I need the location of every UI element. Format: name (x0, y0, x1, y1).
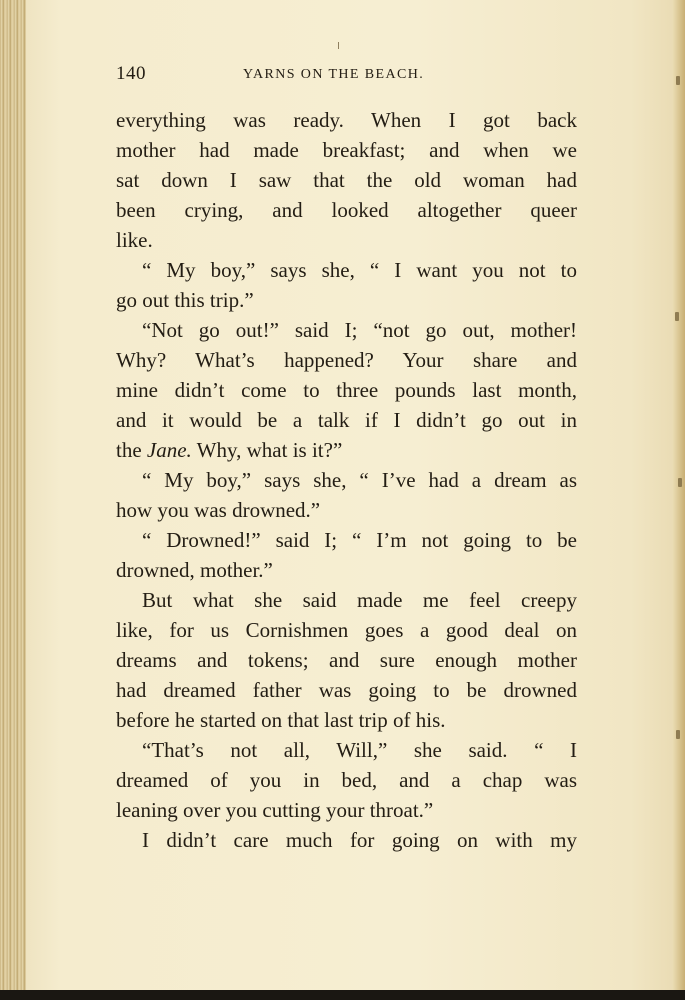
margin-mark (675, 312, 679, 321)
text-line: everything was ready. When I got back (116, 108, 577, 132)
text-line: mother had made breakfast; and when we (116, 138, 577, 162)
text-line: “ My boy,” says she, “ I’ve had a dream as (142, 468, 577, 492)
page-header (116, 63, 576, 87)
text-line: drowned, mother.” (116, 558, 273, 582)
page-edge (673, 0, 685, 1000)
text-line: and it would be a talk if I didn’t go out in (116, 408, 577, 432)
text-line: But what she said made me feel creepy (142, 588, 577, 612)
book-gutter (0, 0, 26, 1000)
text-line: how you was drowned.” (116, 498, 321, 522)
text-line: been crying, and looked altogether queer (116, 198, 577, 222)
text-line: dreams and tokens; and sure enough mother (116, 648, 577, 672)
ship-name: Jane. (146, 438, 192, 462)
page-mark (338, 42, 339, 49)
text-line: Why? What’s happened? Your share and (116, 348, 577, 372)
text-line: “That’s not all, Will,” she said. “ I (142, 738, 577, 762)
text-line: like, for us Cornishmen goes a good deal on (116, 618, 577, 642)
running-head: YARNS ON THE BEACH. (243, 67, 425, 82)
text-line: before he started on that last trip of his. (116, 708, 446, 732)
text-segment: the (116, 438, 147, 462)
text-line: had dreamed father was going to be drowned (116, 678, 577, 702)
margin-mark (676, 730, 680, 739)
text-line (116, 435, 577, 465)
body-text (116, 105, 577, 855)
text-segment: Why, what is it?” (191, 438, 343, 462)
text-line: mine didn’t come to three pounds last month, (116, 378, 577, 402)
text-line: dreamed of you in bed, and a chap was (116, 768, 577, 792)
text-line: I didn’t care much for going on with my (142, 828, 577, 852)
page-number: 140 (116, 63, 146, 84)
margin-mark (678, 478, 682, 487)
text-line: “ My boy,” says she, “ I want you not to (142, 258, 577, 282)
text-line: “Not go out!” said I; “not go out, mother! (142, 318, 577, 342)
margin-mark (676, 76, 680, 85)
text-line: go out this trip.” (116, 288, 254, 312)
scan-border (0, 990, 685, 1000)
text-line: “ Drowned!” said I; “ I’m not going to be (142, 528, 577, 552)
text-line: leaning over you cutting your throat.” (116, 798, 434, 822)
text-line: sat down I saw that the old woman had (116, 168, 577, 192)
text-line: like. (116, 228, 153, 252)
